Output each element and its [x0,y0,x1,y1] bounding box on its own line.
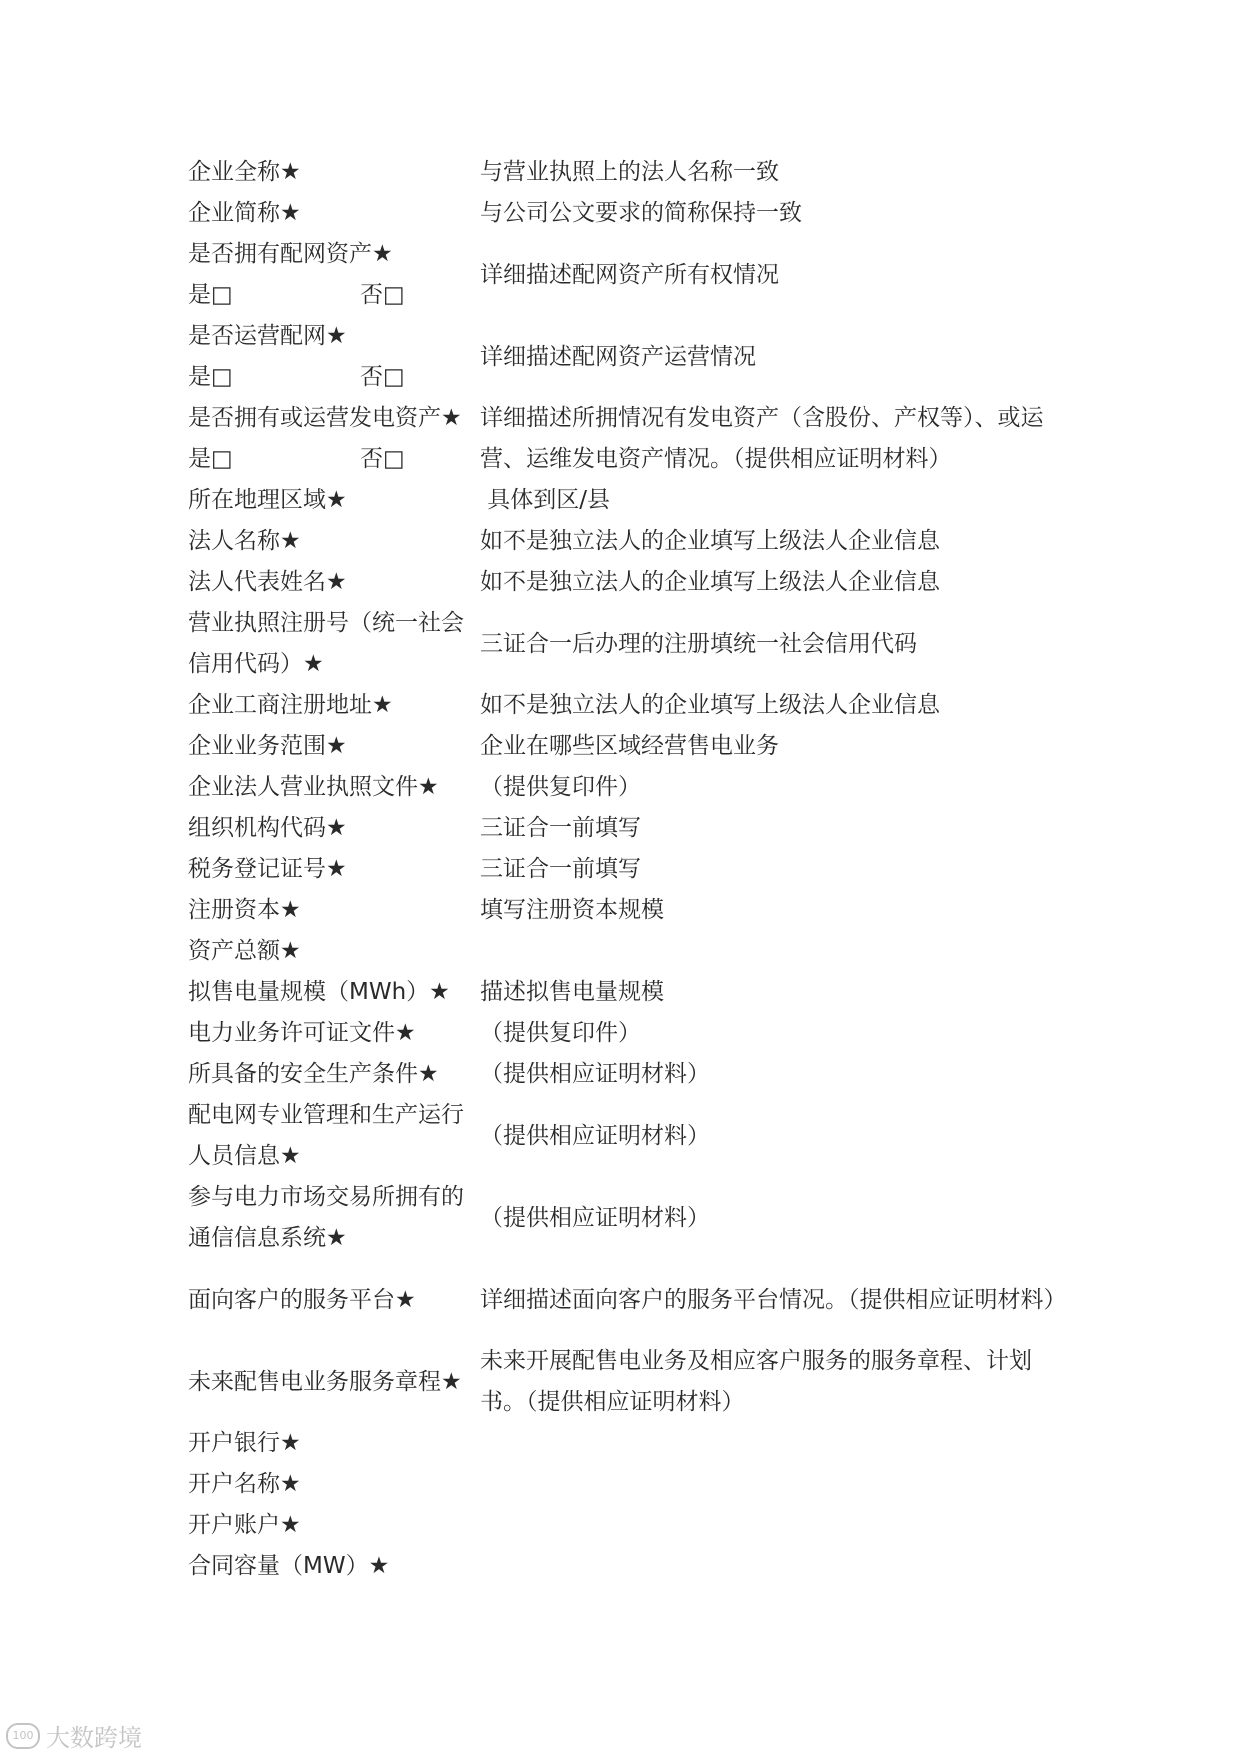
field-label: 未来配售电业务服务章程★ [188,1368,462,1395]
row-company-short-name [188,193,1068,234]
field-description: （提供相应证明材料） [480,1061,710,1087]
field-label: 营业执照注册号（统一社会信用代码）★ [188,610,464,677]
field-description: 详细描述配网资产运营情况 [480,343,756,370]
field-label: 企业全称★ [188,159,301,185]
field-description: 详细描述配网资产所有权情况 [480,261,779,288]
row-company-full-name [188,152,1068,193]
row-tax-number [188,849,1068,890]
field-description: 企业在哪些区域经营售电业务 [480,733,779,759]
field-label: 所具备的安全生产条件★ [188,1061,439,1087]
field-description: （提供相应证明材料） [480,1122,710,1149]
field-description: 描述拟售电量规模 [480,979,664,1005]
field-description: 未来开展配售电业务及相应客户服务的服务章程、计划书。（提供相应证明材料） [480,1348,1032,1415]
row-business-scope [188,726,1068,767]
yes-no-options [188,357,480,398]
field-label: 所在地理区域★ [188,487,347,513]
field-description: （提供复印件） [480,774,641,800]
row-legal-rep-name [188,562,1068,603]
row-license-number [188,603,1068,685]
field-label: 企业业务范围★ [188,733,347,759]
row-communication-system [188,1177,1068,1259]
field-description: 详细描述面向客户的服务平台情况。（提供相应证明材料） [480,1286,1067,1313]
field-label: 注册资本★ [188,897,301,923]
row-registered-address [188,685,1068,726]
yes-checkbox[interactable]: 是□ [188,446,233,472]
field-description: 三证合一前填写 [480,815,641,841]
watermark-logo-icon: 100 [6,1723,40,1749]
no-checkbox[interactable]: 否□ [360,446,405,472]
row-owns-generation-assets [188,398,1068,480]
field-label: 资产总额★ [188,938,301,964]
field-label: 组织机构代码★ [188,815,347,841]
watermark-text: 大数跨境 [46,1724,142,1752]
field-label-group [188,316,480,398]
field-description: 如不是独立法人的企业填写上级法人企业信息 [480,528,940,554]
field-description: 详细描述所拥情况有发电资产（含股份、产权等）、或运营、运维发电资产情况。（提供相应证明材料） [480,405,1044,472]
row-customer-service-platform [188,1259,1068,1341]
field-label: 法人代表姓名★ [188,569,347,595]
field-label: 参与电力市场交易所拥有的通信信息系统★ [188,1184,464,1251]
field-description: 三证合一前填写 [480,856,641,882]
field-label: 合同容量（MW）★ [188,1553,390,1579]
field-label: 是否拥有配网资产★ [188,241,393,267]
field-label: 电力业务许可证文件★ [188,1020,416,1046]
form-document [188,152,1068,1587]
no-checkbox[interactable]: 否□ [360,282,405,308]
field-description: 与公司公文要求的简称保持一致 [480,200,802,226]
yes-checkbox[interactable]: 是□ [188,364,233,390]
row-owns-distribution-assets [188,234,1068,316]
row-safety-conditions [188,1054,1068,1095]
field-description: 如不是独立法人的企业填写上级法人企业信息 [480,569,940,595]
yes-no-options [188,275,480,316]
row-bank [188,1423,1068,1464]
row-contract-capacity [188,1546,1068,1587]
field-label: 拟售电量规模（MWh）★ [188,979,450,1005]
field-description: （提供复印件） [480,1020,641,1046]
row-org-code [188,808,1068,849]
field-description: 如不是独立法人的企业填写上级法人企业信息 [480,692,940,718]
field-label: 企业法人营业执照文件★ [188,774,439,800]
row-power-license-file [188,1013,1068,1054]
yes-checkbox[interactable]: 是□ [188,282,233,308]
field-label: 开户账户★ [188,1512,301,1538]
field-label-group [188,398,480,480]
row-registered-capital [188,890,1068,931]
field-label: 面向客户的服务平台★ [188,1286,416,1313]
row-service-charter [188,1341,1068,1423]
yes-no-options [188,439,480,480]
field-description: （提供相应证明材料） [480,1204,710,1231]
row-planned-sales-volume [188,972,1068,1013]
field-label: 配电网专业管理和生产运行人员信息★ [188,1102,464,1169]
watermark [6,1718,142,1753]
row-license-file [188,767,1068,808]
field-description: 与营业执照上的法人名称一致 [480,159,779,185]
field-label-group [188,234,480,316]
field-label: 税务登记证号★ [188,856,347,882]
row-staff-info [188,1095,1068,1177]
row-operates-distribution [188,316,1068,398]
row-region [188,480,1068,521]
row-account-name [188,1464,1068,1505]
field-label: 是否拥有或运营发电资产★ [188,405,462,431]
field-description: 三证合一后办理的注册填统一社会信用代码 [480,630,917,657]
row-account-number [188,1505,1068,1546]
no-checkbox[interactable]: 否□ [360,364,405,390]
field-label: 企业简称★ [188,200,301,226]
field-description: 具体到区/县 [480,487,611,513]
field-label: 企业工商注册地址★ [188,692,393,718]
field-label: 是否运营配网★ [188,323,347,349]
field-description: 填写注册资本规模 [480,897,664,923]
row-legal-entity-name [188,521,1068,562]
field-label: 开户银行★ [188,1430,301,1456]
field-label: 法人名称★ [188,528,301,554]
field-label: 开户名称★ [188,1471,301,1497]
row-total-assets [188,931,1068,972]
